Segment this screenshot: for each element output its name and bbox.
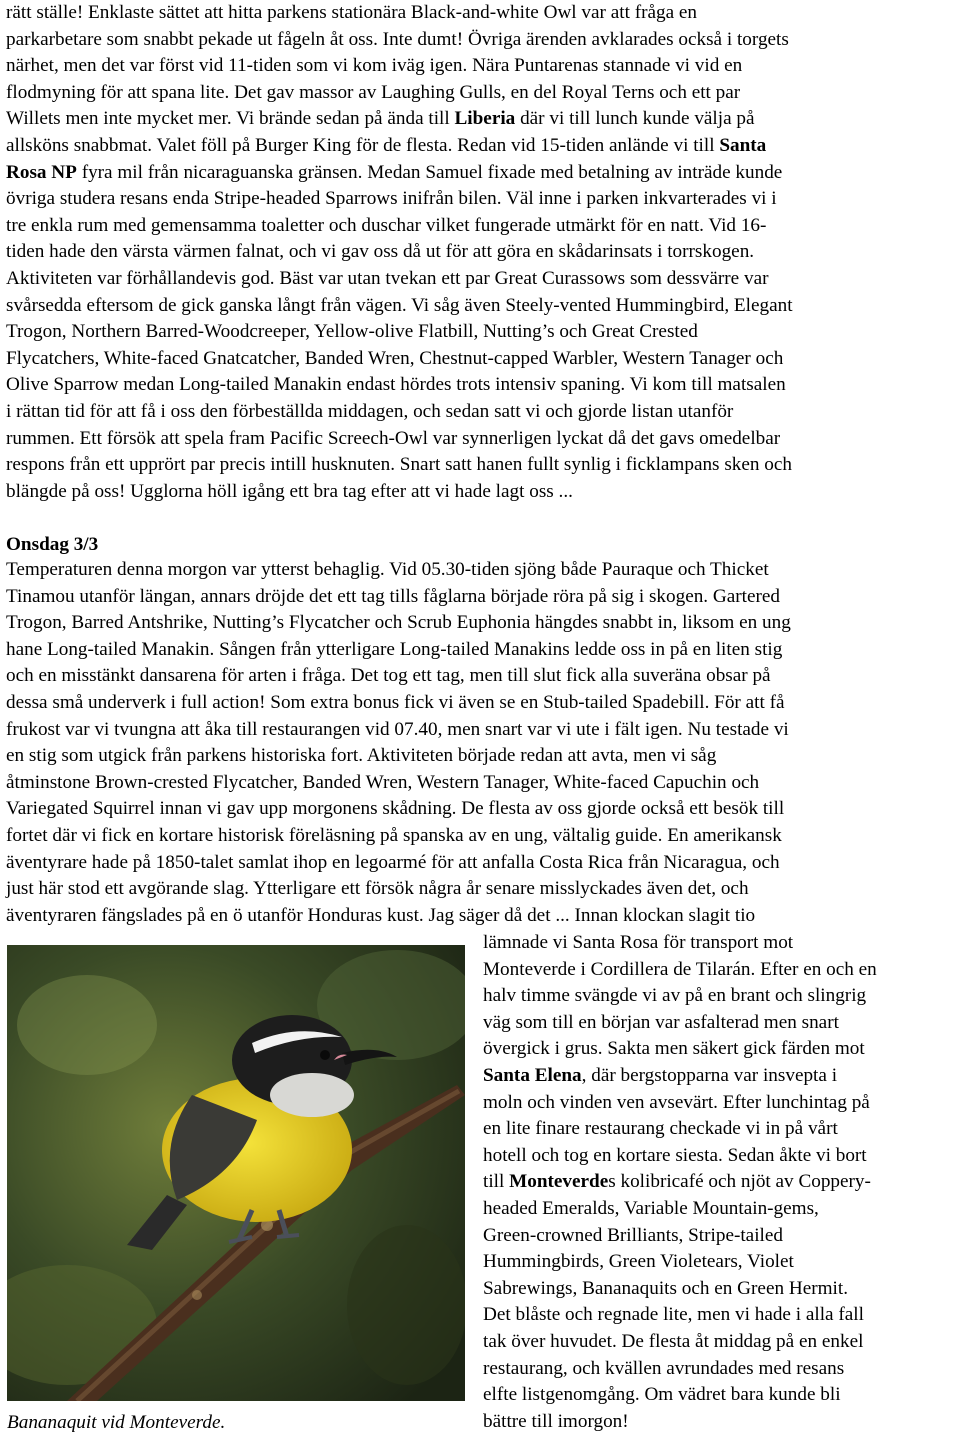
bold-place-name: Santa Rosa NP xyxy=(6,134,767,183)
paragraph-monteverde xyxy=(483,930,959,1435)
bananaquit-photo xyxy=(7,945,465,1401)
bold-place-name: Liberia xyxy=(454,108,516,130)
bold-place-name: Santa Elena xyxy=(483,1064,582,1086)
text-run: s kolibricafé och njöt av Coppery- headed Emeralds, Variable Mountain-gems, Green-crowned Brilliants, Stripe-tailed Hummingbirds, Green Violetears, Violet Sabrewings, Bananaquits och en Green Hermit. Det blåste och regnade lite, men vi hade i alla fall tak över huvudet. De flesta åt middag på en enkel restaurang, och kvällen avrundades med resans elfte listgenomgång. Om vädret bara kunde bli bättre till imorgon! xyxy=(483,1171,871,1432)
text-run: rätt ställe! Enklaste sättet att hitta parkens stationära Black-and-white Owl var att fråga en parkarbetare som snabbt pekade ut fågeln åt oss. Inte dumt! Övriga ärenden avklarades också i torgets närhet, men det var först vid 11-tiden som vi kom iväg igen. Nära Puntarenas stannade vi vid en flodmyning för att spana lite. Det gav massor av Laughing Gulls, en del Royal Terns och ett par Willets men inte mycket mer. Vi brände sedan på ända till xyxy=(6,2,789,130)
text-run: där vi till lunch kunde välja på allsköns snabbmat. Valet föll på Burger King för de flesta. Redan vid 15-tiden anlände vi till xyxy=(6,108,755,156)
paragraph-onsdag: Temperaturen denna morgon var ytterst behaglig. Vid 05.30-tiden sjöng både Pauraque och Thicket Tinamou utanför längan, annars dröjde det ett tag tills fåglarna började röra på sig i skogen. Gartered Trogon, Barred Antshrike, Nutting’s Flycatcher och Scrub Euphonia hängdes snabbt in, liksom en ung hane Long-tailed Manakin. Sången från ytterligare Long-tailed Manakins ledde oss in på en liten stig och en misstänkt dansarena för arten i fråga. Det tog ett tag, men till slut fick alla suveräna obsar på dessa små underverk i full action! Som extra bonus fick vi även se en Stub-tailed Spadebill. För att få frukost var vi tvungna att åka till restaurangen vid 07.40, men snart var vi ute i fält igen. Nu testade vi en stig som utgick från parkens historiska fort. Aktiviteten började redan att avta, men vi såg åtminstone Brown-crested Flycatcher, Banded Wren, Western Tanager, White-faced Capuchin och Variegated Squirrel innan vi gav upp morgonens skådning. De flesta av oss gjorde också ett besök till fortet där vi fick en kortare historisk föreläsning på spanska av en ung, vältalig guide. En amerikansk äventyrare hade på 1850-talet samlat ihop en legoarmé för att anfalla Costa Rica från Nicaragua, och just här stod ett avgörande slag. Ytterligare ett försök några år senare misslyckades även det, och äventyraren fängslades på en ö utanför Honduras kust. Jag säger då det ... Innan klockan slagit tio xyxy=(6,559,791,926)
text-run: fyra mil från nicaraguanska gränsen. Medan Samuel fixade med betalning av inträde kunde övriga studera resans enda Stripe-headed Sparrows inifrån bilen. Väl inne i parken inkvarterades vi i tre enkla rum med gemensamma toaletter och duschar vilket fungerade utmärkt för en natt. Vid 16- tiden hade den värsta värmen falnat, och vi gav oss då ut för att göra en skådarinsats i torrskogen. Aktiviteten var förhållandevis god. Bäst var utan tvekan ett par Great Curassows som dessvärre var svårsedda eftersom de gick ganska långt från vägen. Vi såg även Steely-vented Hummingbird, Elegant Trogon, Northern Barred-Woodcreeper, Yellow-olive Flatbill, Nutting’s och Great Crested Flycatchers, White-faced Gnatcatcher, Banded Wren, Chestnut-capped Warbler, Western Tanager och Olive Sparrow medan Long-tailed Manakin endast hördes trots intensiv spaning. Vi kom till matsalen i rättan tid för att få i oss den förbeställda middagen, och sedan satt vi och gjorde listan utanför rummen. Ett försök att spela fram Pacific Screech-Owl var synnerligen lyckat då det gavs omedelbar respons från ett upprört par precis intill husknuten. Snart satt hanen fullt synlig i ficklampans sken och blängde på oss! Ugglorna höll igång ett bra tag efter att vi hade lagt oss ... xyxy=(6,161,793,502)
bananaquit-photo-icon xyxy=(7,945,465,1401)
photo-caption: Bananaquit vid Monteverde. xyxy=(7,1412,226,1433)
bold-place-name: Monteverde xyxy=(509,1171,609,1193)
text-run: lämnade vi Santa Rosa för transport mot Monteverde i Cordillera de Tilarán. Efter en och en halv timme svängde vi av på en brant och slingrig väg som till en början var asfalterad men snart övergick i grus. Sakta men säkert gick färden mot xyxy=(483,932,877,1060)
text-run: , där bergstopparna var insvepta i moln och vinden ven avsevärt. Efter lunchintag på en lite finare restaurang checkade vi in på vårt hotell och tog en kortare siesta. Sedan åkte vi bort till xyxy=(483,1064,870,1193)
day-heading: Onsdag 3/3 xyxy=(6,534,99,555)
paragraph-santa-rosa xyxy=(6,0,956,505)
